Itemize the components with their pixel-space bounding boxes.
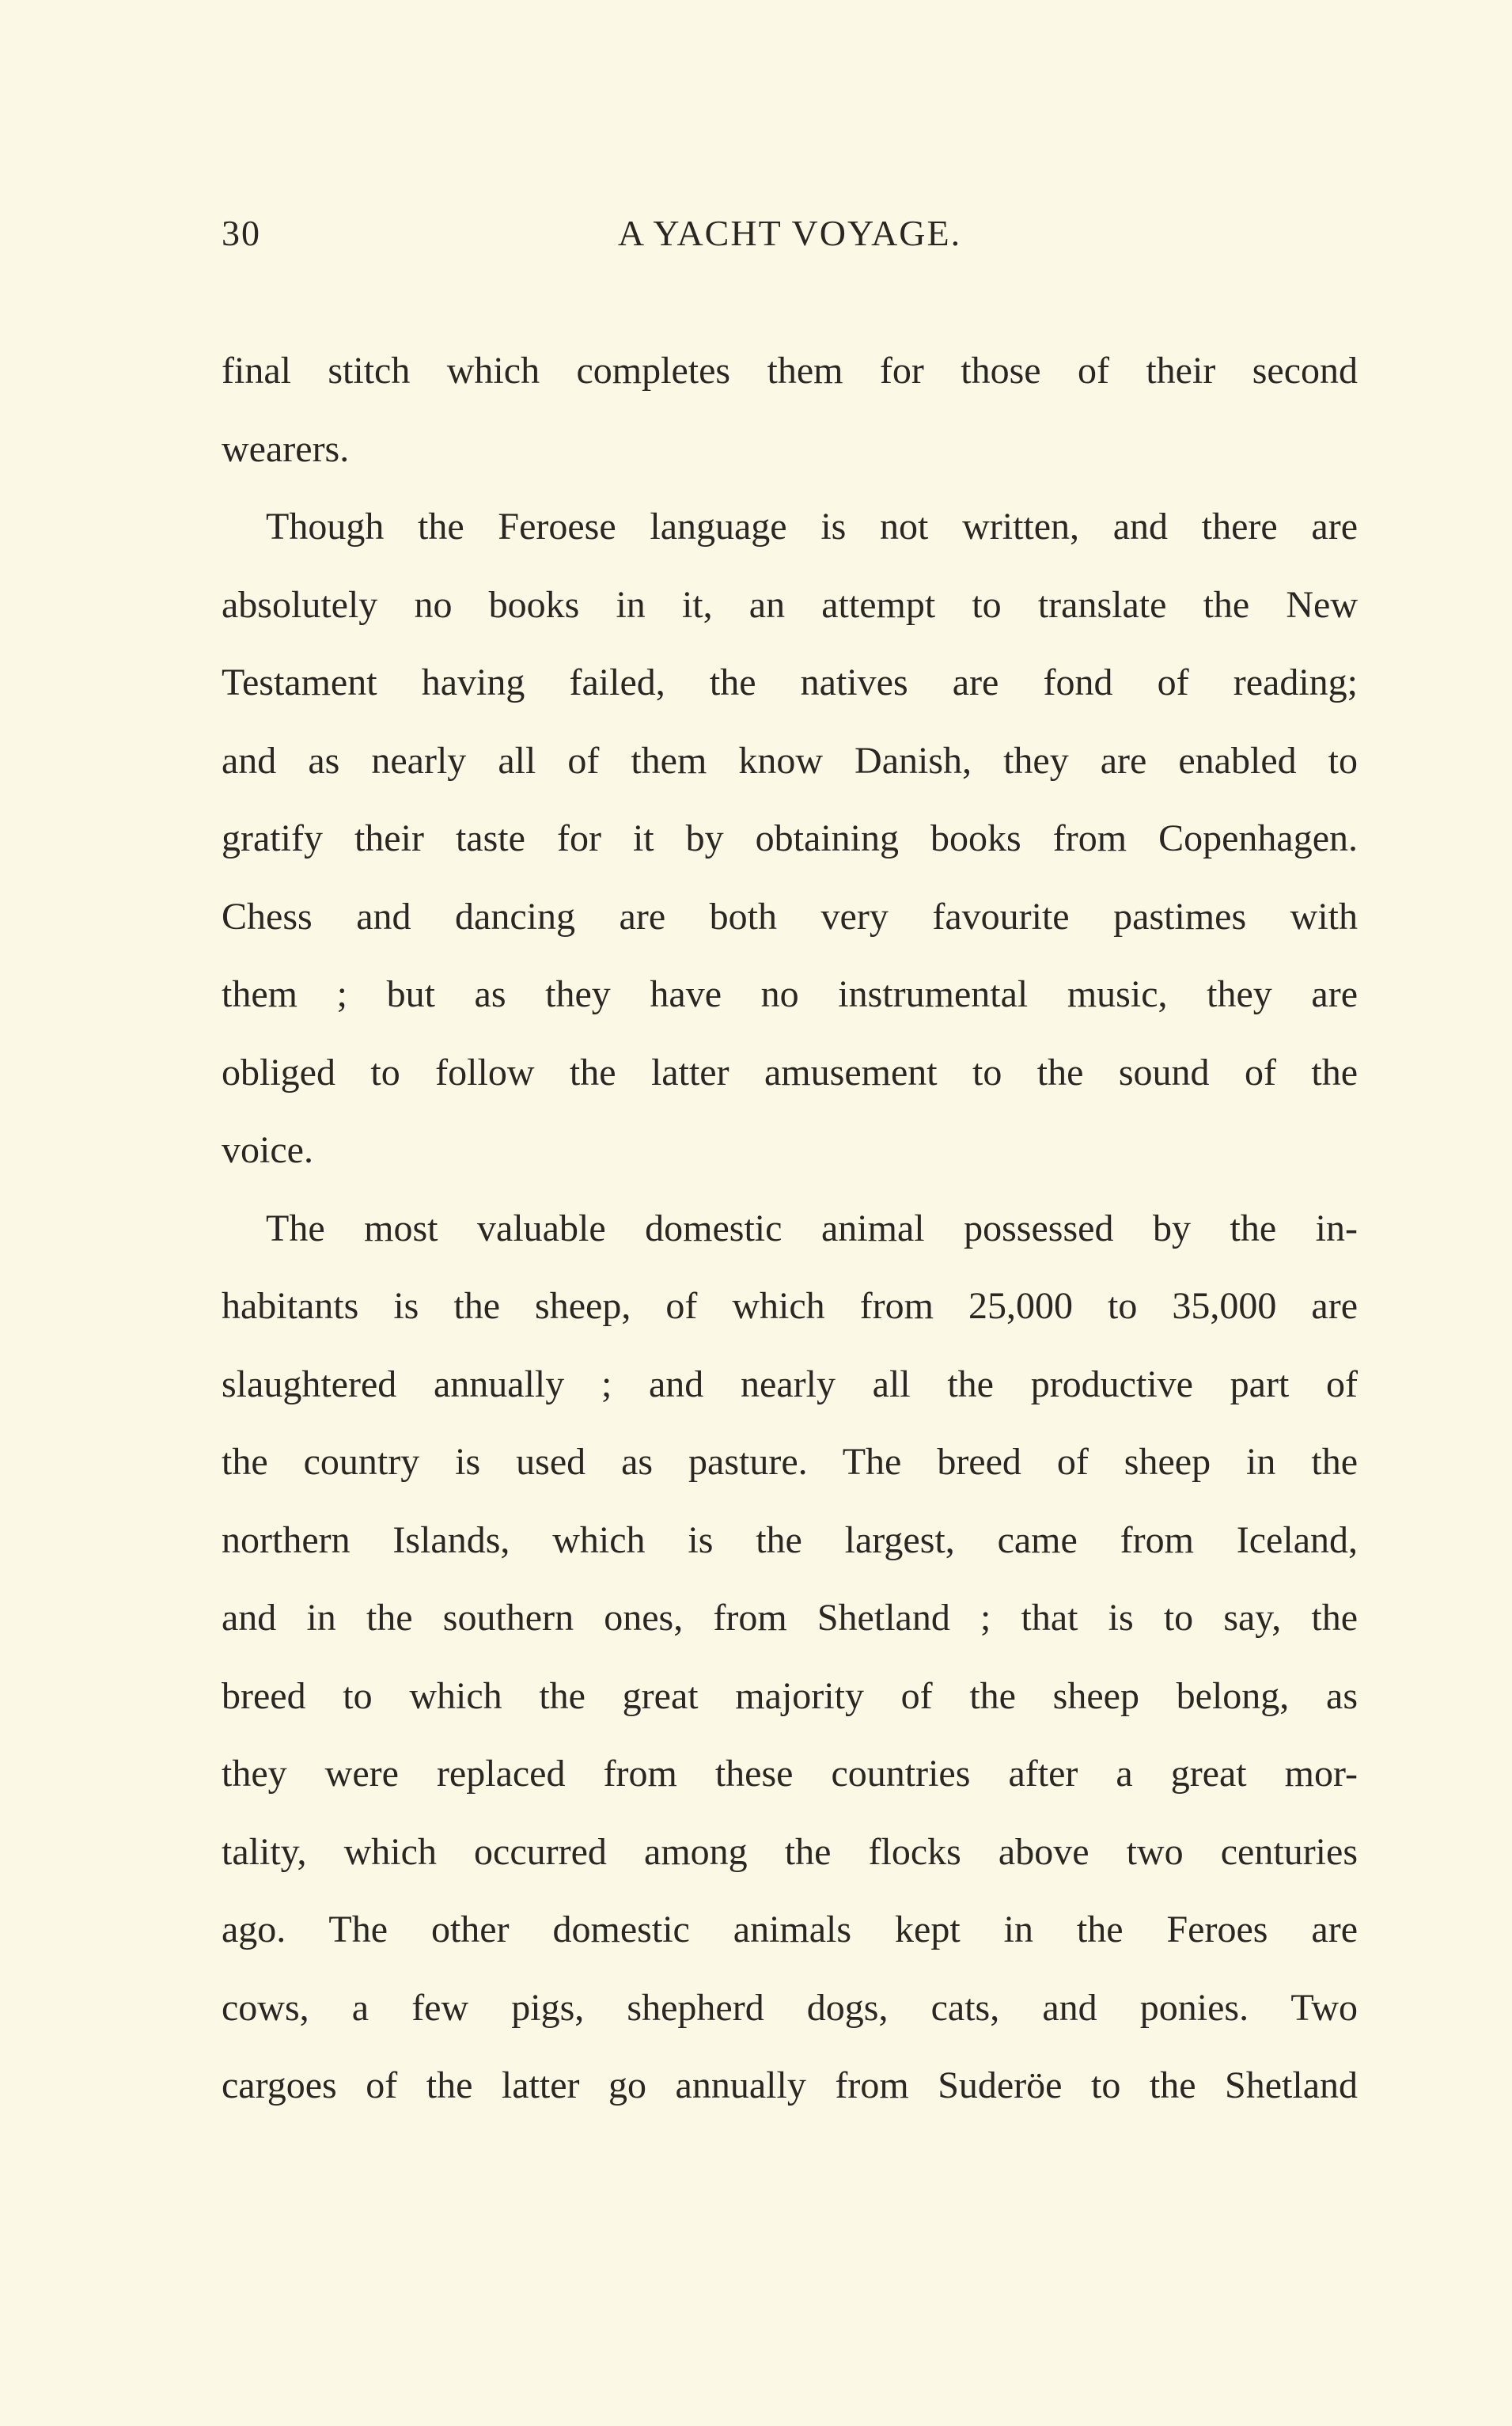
text-line: Though the Feroese language is not written, and there are xyxy=(266,506,1358,548)
text-line: gratify their taste for it by obtaining books from Copenhagen. xyxy=(222,817,1358,859)
text-line: they were replaced from these countries after a great mor- xyxy=(222,1753,1358,1795)
text-line: slaughtered annually ; and nearly all the productive part of xyxy=(222,1363,1358,1405)
text-line: absolutely no books in it, an attempt to translate the New xyxy=(222,583,1358,626)
body-text xyxy=(222,332,1358,2125)
text-line: tality, which occurred among the flocks above two centuries xyxy=(222,1830,1358,1873)
text-line: final stitch which completes them for those of their second xyxy=(222,350,1358,392)
text-line: habitants is the sheep, of which from 25,000 to 35,000 are xyxy=(222,1285,1358,1327)
text-line: them ; but as they have no instrumental music, they are xyxy=(222,973,1358,1015)
page-number: 30 xyxy=(222,213,261,253)
running-head xyxy=(222,212,1358,267)
text-line: and in the southern ones, from Shetland ; that is to say, the xyxy=(222,1597,1358,1639)
text-line: obliged to follow the latter amusement to the sound of the xyxy=(222,1051,1358,1094)
text-line: ago. The other domestic animals kept in the Feroes are xyxy=(222,1909,1358,1950)
text-line: wearers. xyxy=(222,427,350,470)
text-line: Chess and dancing are both very favourite pastimes with xyxy=(222,895,1358,938)
text-line: Testament having failed, the natives are fond of reading; xyxy=(222,661,1358,703)
text-line: The most valuable domestic animal possessed by the in- xyxy=(266,1207,1358,1249)
text-line: northern Islands, which is the largest, came from Iceland, xyxy=(222,1518,1358,1561)
text-line: the country is used as pasture. The breed of sheep in the xyxy=(222,1441,1358,1483)
text-line: breed to which the great majority of the sheep belong, as xyxy=(222,1674,1358,1717)
running-title: A YACHT VOYAGE. xyxy=(617,213,962,253)
text-line: and as nearly all of them know Danish, they are enabled to xyxy=(222,739,1358,782)
text-line: cows, a few pigs, shepherd dogs, cats, and ponies. Two xyxy=(222,1986,1358,2029)
text-line: voice. xyxy=(222,1129,313,1171)
text-line: cargoes of the latter go annually from Suderöe to the Shetland xyxy=(222,2064,1358,2106)
